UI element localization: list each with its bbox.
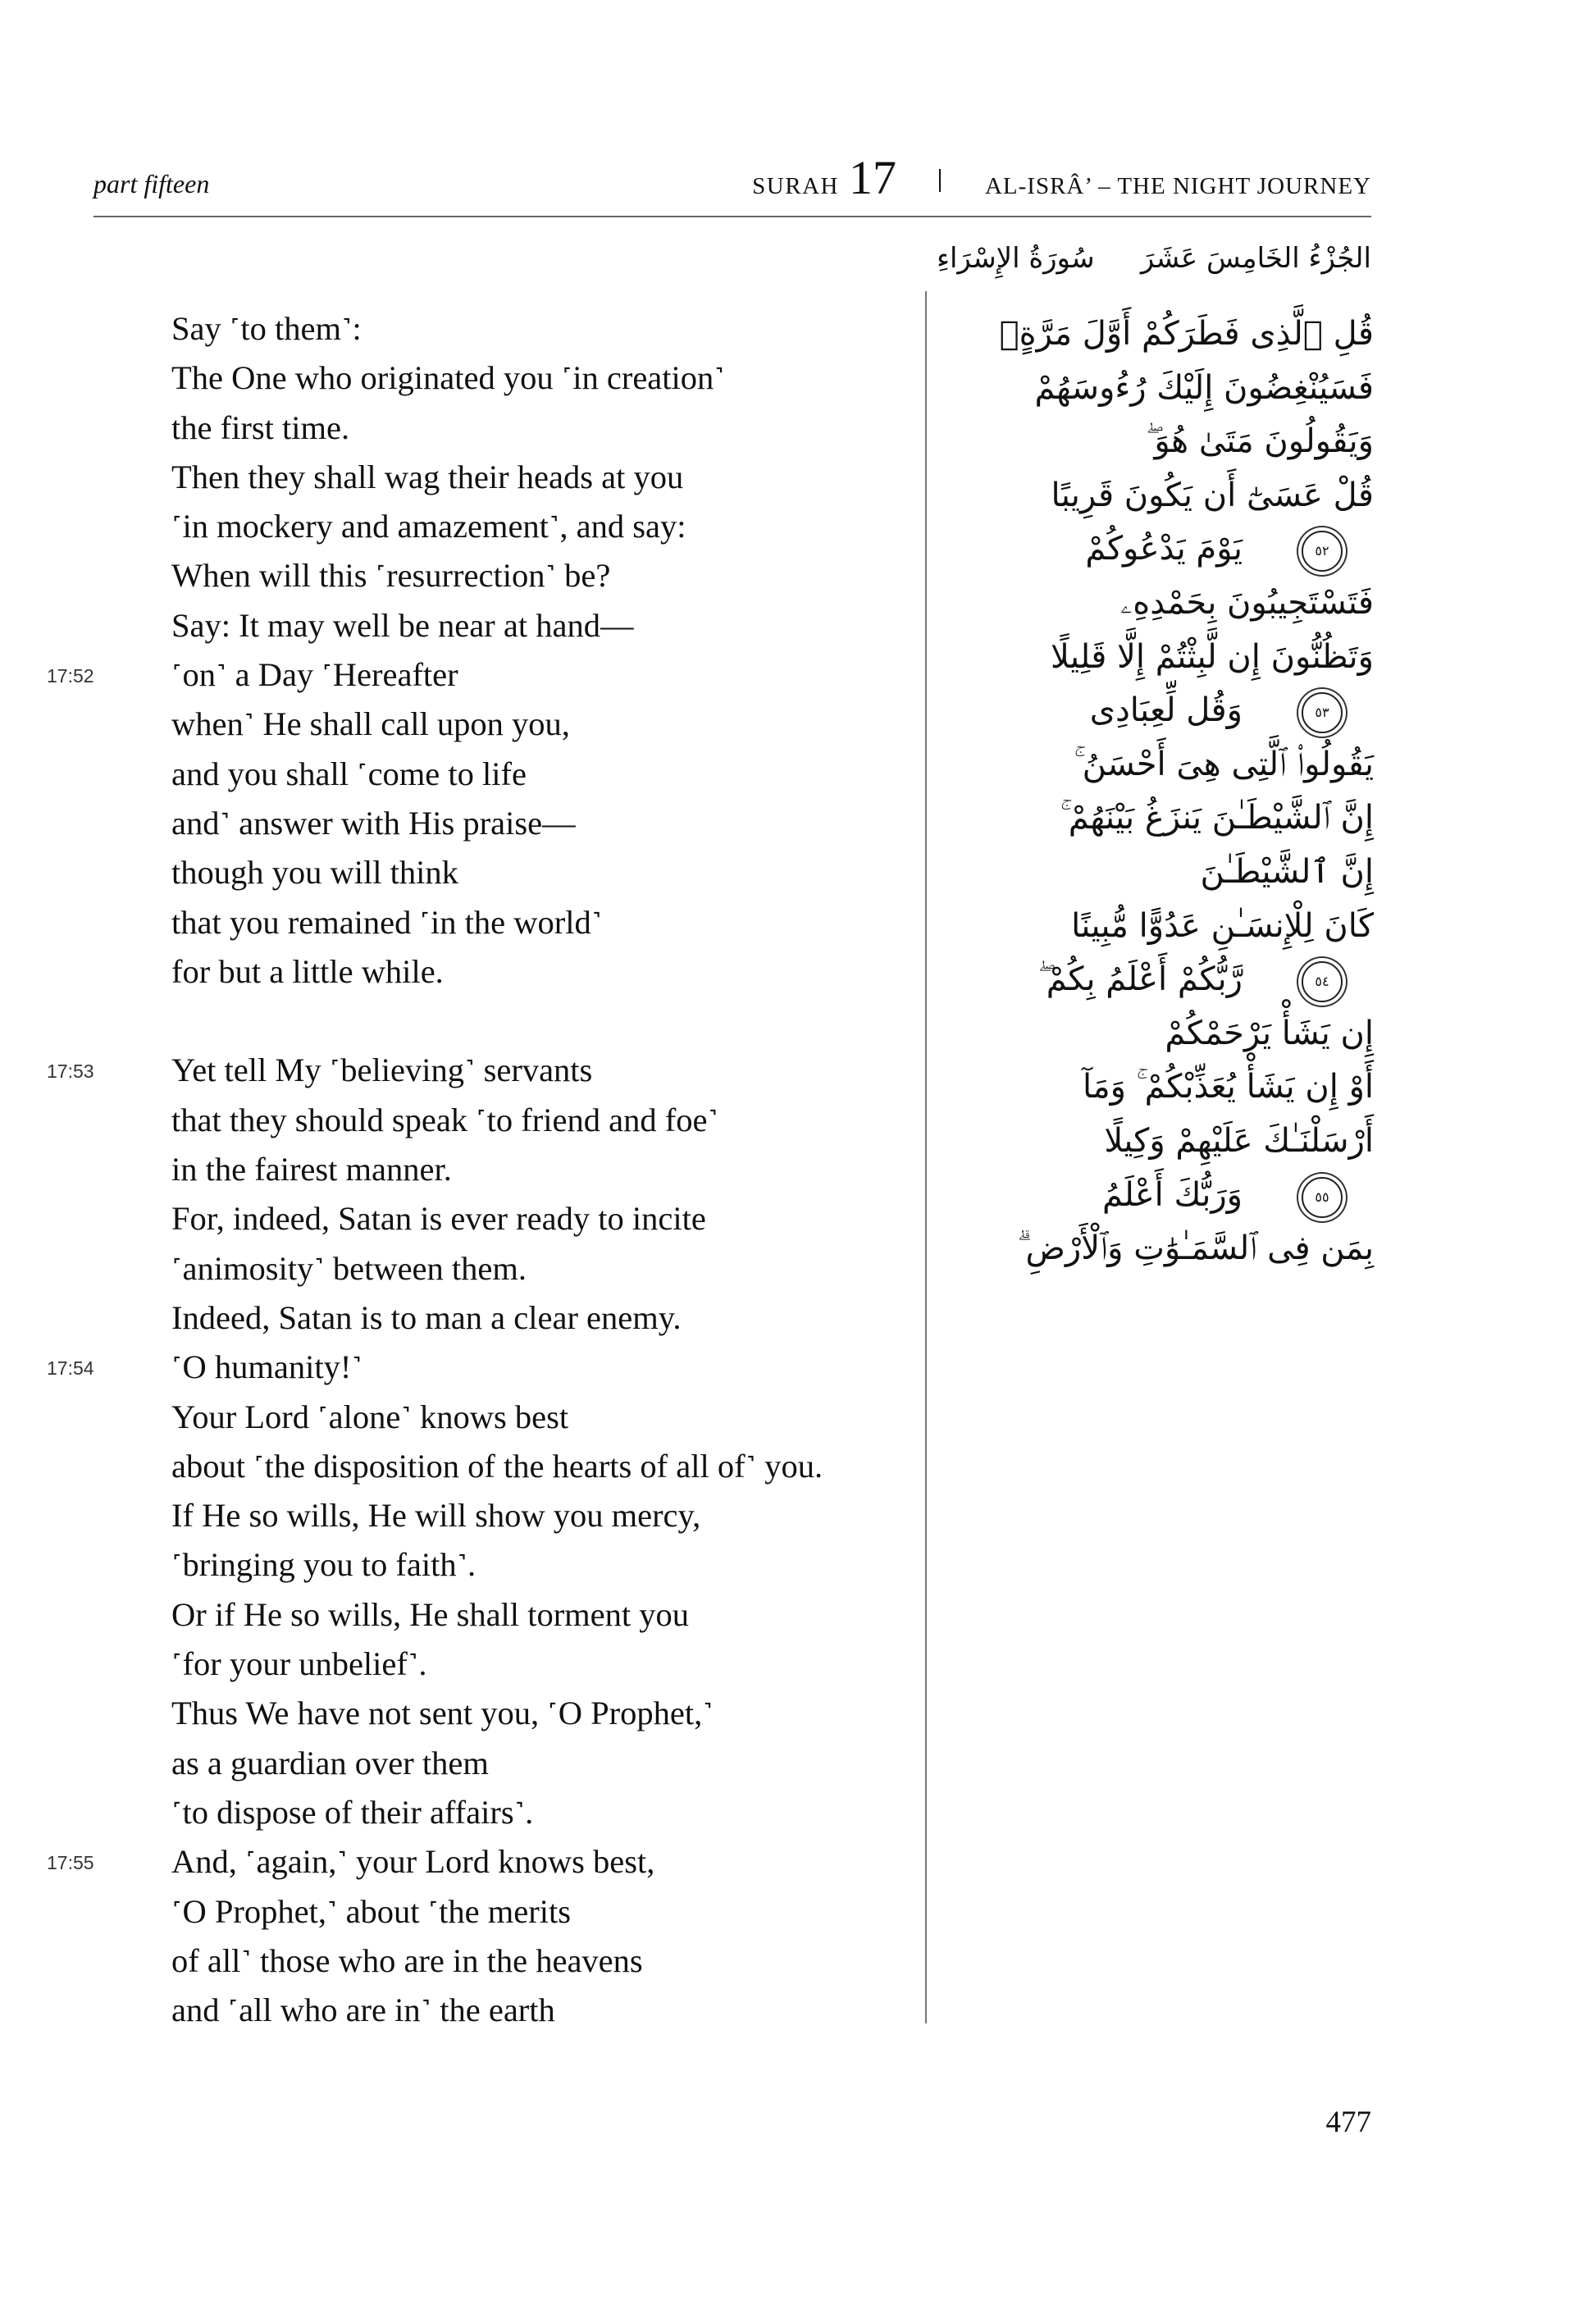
translation-line: [0, 1244, 919, 1293]
translation-line: [0, 1590, 919, 1640]
translation-text: The One who originated you ˹in creation˺: [171, 359, 725, 397]
arabic-text: إِنَّ ٱلشَّيْطَـٰنَ يَنزَغُ بَيْنَهُمْ ۚ: [1060, 799, 1374, 837]
arabic-text: وَرَبُّكَ أَعْلَمُ: [1101, 1175, 1243, 1214]
translation-line: [0, 404, 919, 453]
arabic-text: وَيَقُولُونَ مَتَىٰ هُوَ ۖ: [1146, 422, 1374, 461]
translation-line: [0, 1343, 919, 1392]
translation-text: Yet tell My ˹believing˺ servants: [171, 1052, 593, 1089]
verse-end-marker-icon: ٥٤: [1302, 961, 1343, 1002]
arabic-line: [943, 631, 1374, 685]
page-number: 477: [1325, 2105, 1371, 2139]
translation-line: [0, 1293, 919, 1343]
arabic-text: إِن يَشَأْ يَرْحَمْكُمْ: [1165, 1014, 1374, 1052]
verse-number: 17:52: [47, 665, 94, 687]
translation-line: [0, 1194, 919, 1243]
translation-text: ˹bringing you to faith˺.: [171, 1546, 477, 1584]
header-separator: [939, 169, 941, 192]
verse-number: 17:53: [47, 1061, 94, 1083]
translation-line: [0, 1689, 919, 1738]
arabic-line: [943, 1061, 1374, 1115]
translation-text: ˹O Prophet,˺ about ˹the merits: [171, 1892, 572, 1930]
translation-text: Say ˹to them˺:: [171, 310, 362, 347]
arabic-line: [943, 1007, 1374, 1061]
arabic-line: [943, 577, 1374, 631]
translation-text: ˹animosity˺ between them.: [171, 1249, 527, 1287]
column-divider: [925, 291, 927, 2023]
running-head-part: part fifteen: [93, 169, 210, 198]
arabic-line: [943, 522, 1374, 577]
arabic-text: وَتَظُنُّونَ إِن لَّبِثْتُمْ إِلَّا قَلِيلًا: [1051, 637, 1374, 676]
translation-line: [0, 1046, 919, 1095]
arabic-line: [943, 362, 1374, 416]
english-translation-column: [0, 304, 919, 2035]
translation-line: [0, 601, 919, 650]
translation-line: [0, 799, 919, 848]
arabic-text: فَتَسْتَجِيبُونَ بِحَمْدِهِۦ: [1120, 583, 1374, 622]
translation-line: [0, 304, 919, 354]
arabic-line: [943, 1115, 1374, 1169]
arabic-text: يَوْمَ يَدْعُوكُمْ: [1085, 530, 1243, 568]
translation-text: ˹for your unbelief˺.: [171, 1645, 427, 1683]
translation-text: ˹O humanity!˺: [171, 1348, 363, 1386]
translation-line: [0, 1739, 919, 1788]
translation-text: of all˺ those who are in the heavens: [171, 1941, 643, 1979]
surah-label: SURAH: [752, 173, 839, 199]
arabic-text: كَانَ لِلْإِنسَـٰنِ عَدُوًّا مُّبِينًا: [1071, 906, 1374, 945]
translation-text: ˹on˺ a Day ˹Hereafter: [171, 656, 458, 694]
translation-line: [0, 1442, 919, 1491]
translation-line: [0, 1096, 919, 1145]
verse-end-marker-icon: ٥٣: [1302, 692, 1343, 733]
translation-text: the first time.: [171, 408, 350, 446]
translation-line: [0, 502, 919, 551]
arabic-line: [943, 415, 1374, 469]
translation-line: [0, 1393, 919, 1442]
arabic-text: رَّبُّكُمْ أَعْلَمُ بِكُمْ ۖ: [1037, 960, 1243, 999]
translation-line: [0, 354, 919, 403]
arabic-line: [943, 469, 1374, 523]
translation-line: [0, 898, 919, 947]
translation-line: [0, 947, 919, 997]
translation-line: [0, 848, 919, 897]
translation-line: [0, 750, 919, 799]
translation-line: [0, 1788, 919, 1837]
arabic-line: [943, 1222, 1374, 1276]
translation-text: ˹in mockery and amazement˺, and say:: [171, 508, 686, 545]
translation-text: though you will think: [171, 854, 458, 892]
arabic-text: أَرْسَلْنَـٰكَ عَلَيْهِمْ وَكِيلًا: [1104, 1121, 1374, 1160]
translation-text: Indeed, Satan is to man a clear enemy.: [171, 1298, 682, 1336]
translation-line: [0, 453, 919, 502]
arabic-text: يَقُولُوا۟ ٱلَّتِى هِىَ أَحْسَنُ ۚ: [1074, 745, 1374, 783]
translation-line: [0, 1937, 919, 1986]
translation-line: [0, 1145, 919, 1194]
translation-text: ˹to dispose of their affairs˺.: [171, 1793, 534, 1831]
translation-text: Then they shall wag their heads at you: [171, 458, 684, 495]
translation-text: and you shall ˹come to life: [171, 755, 527, 792]
translation-line: [0, 997, 919, 1046]
running-head-surah: [752, 151, 1371, 204]
translation-text: Or if He so wills, He shall torment you: [171, 1595, 690, 1633]
translation-line: [0, 1491, 919, 1540]
arabic-text: أَوْ إِن يَشَأْ يُعَذِّبْكُمْ ۚ وَمَآ: [1083, 1068, 1374, 1106]
arabic-text: فَسَيُنْغِضُونَ إِلَيْكَ رُءُوسَهُمْ: [1034, 368, 1374, 407]
translation-text: If He so wills, He will show you mercy,: [171, 1497, 701, 1535]
arabic-text: قُلِ ٱلَّذِى فَطَرَكُمْ أَوَّلَ مَرَّةٍۢ: [999, 315, 1374, 353]
arabic-surah-heading: سُورَةُ الإِسْرَاءِ: [937, 242, 1095, 275]
surah-title: AL-ISRÂ’ – THE NIGHT JOURNEY: [984, 173, 1371, 199]
arabic-line: [943, 953, 1374, 1007]
arabic-text: بِمَن فِى ٱلسَّمَـٰوَٰتِ وَٱلْأَرْضِ ۗ: [1017, 1229, 1374, 1268]
translation-text: for but a little while.: [171, 952, 444, 990]
translation-text: For, indeed, Satan is ever ready to incite: [171, 1200, 706, 1238]
arabic-part-heading: الجُزْءُ الخَامِسَ عَشَرَ: [1140, 242, 1371, 275]
verse-end-marker-icon: ٥٥: [1302, 1177, 1343, 1218]
verse-number: 17:54: [47, 1357, 94, 1380]
translation-text: as a guardian over them: [171, 1744, 489, 1781]
translation-text: that they should speak ˹to friend and foe˺: [171, 1101, 718, 1138]
arabic-line: [943, 846, 1374, 900]
translation-text: Say: It may well be near at hand—: [171, 606, 634, 644]
translation-line: [0, 650, 919, 700]
translation-text: Thus We have not sent you, ˹O Prophet,˺: [171, 1695, 714, 1732]
translation-line: [0, 1837, 919, 1886]
arabic-line: [943, 1169, 1374, 1223]
translation-line: [0, 1640, 919, 1689]
header-rule: [93, 216, 1371, 217]
translation-line: [0, 551, 919, 600]
translation-text: And, ˹again,˺ your Lord knows best,: [171, 1843, 655, 1881]
translation-text: and ˹all who are in˺ the earth: [171, 1991, 555, 2029]
arabic-text: وَقُل لِّعِبَادِى: [1089, 691, 1243, 730]
arabic-line: [943, 738, 1374, 792]
translation-text: about ˹the disposition of the hearts of all of˺ you.: [171, 1447, 823, 1485]
arabic-text-column: [943, 308, 1374, 1276]
arabic-text: إِنَّ ٱلشَّيْطَـٰنَ: [1200, 852, 1374, 891]
surah-number: 17: [848, 151, 896, 204]
arabic-line: [943, 791, 1374, 846]
verse-end-marker-icon: ٥٢: [1302, 531, 1343, 572]
translation-text: and˺ answer with His praise—: [171, 804, 576, 842]
translation-line: [0, 1540, 919, 1590]
translation-line: [0, 1887, 919, 1937]
arabic-line: [943, 308, 1374, 362]
translation-text: that you remained ˹in the world˺: [171, 903, 603, 941]
verse-number: 17:55: [47, 1852, 94, 1874]
arabic-line: [943, 684, 1374, 738]
arabic-line: [943, 900, 1374, 954]
translation-text: Your Lord ˹alone˺ knows best: [171, 1398, 569, 1435]
translation-line: [0, 1986, 919, 2035]
translation-text: when˺ He shall call upon you,: [171, 705, 570, 743]
translation-text: When will this ˹resurrection˺ be?: [171, 557, 611, 595]
translation-text: in the fairest manner.: [171, 1151, 452, 1188]
arabic-text: قُلْ عَسَىٰٓ أَن يَكُونَ قَرِيبًا: [1051, 476, 1374, 514]
translation-line: [0, 700, 919, 749]
